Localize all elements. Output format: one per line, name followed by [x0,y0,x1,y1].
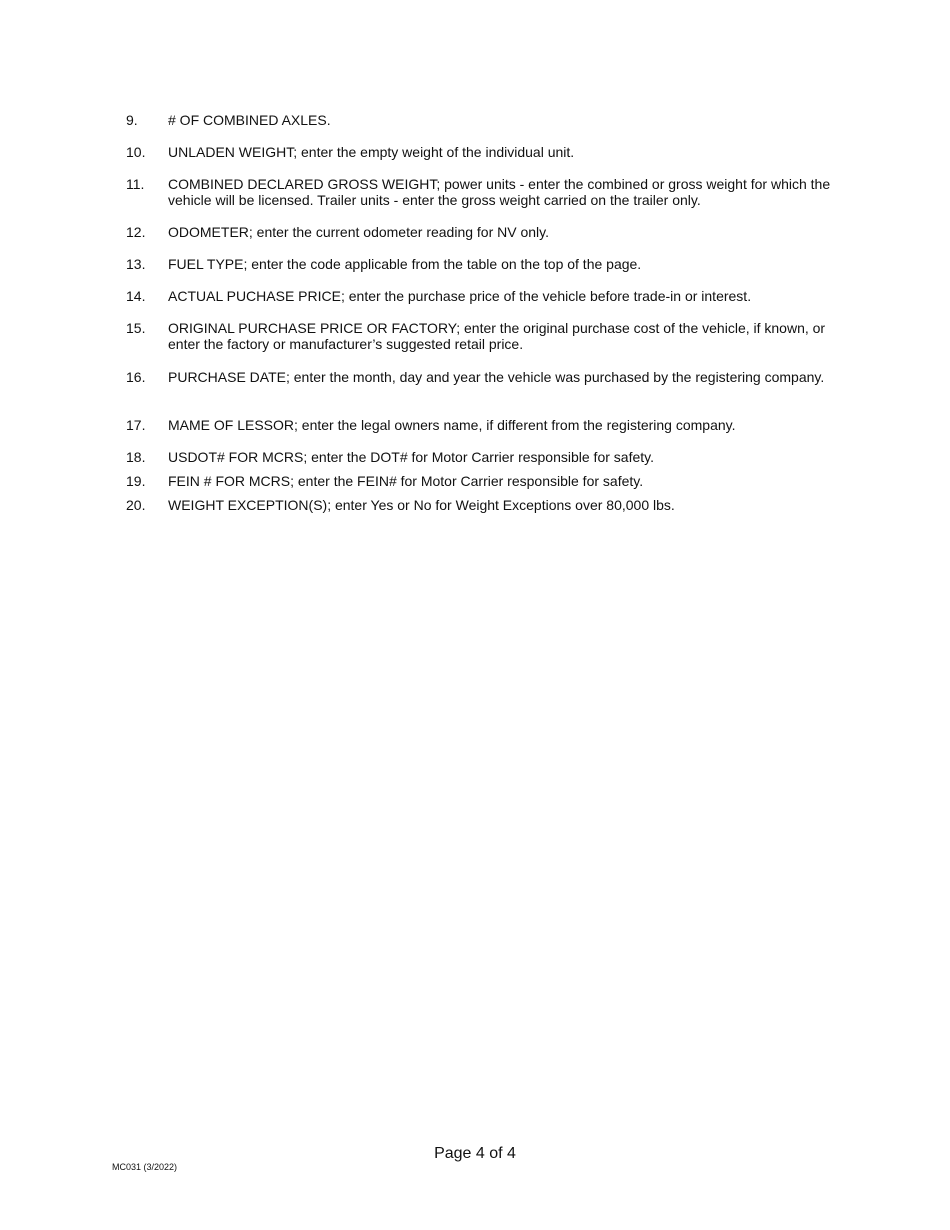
item-text-line: MAME OF LESSOR; enter the legal owners name, if different from the registering company. [168,417,736,433]
item-number: 17. [126,417,146,433]
item-text [168,176,848,208]
item-text-line: vehicle will be licensed. Trailer units - enter the gross weight carried on the trailer only. [168,192,701,208]
item-text [168,256,848,272]
item-number: 15. [126,320,146,336]
item-text-line: COMBINED DECLARED GROSS WEIGHT; power units - enter the combined or gross weight for which the [168,176,831,192]
item-text-line: ODOMETER; enter the current odometer reading for NV only. [168,224,550,240]
item-number: 13. [126,256,146,272]
item-number: 12. [126,224,146,240]
item-text-line: ORIGINAL PURCHASE PRICE OR FACTORY; enter the original purchase cost of the vehicle, if known, or [168,320,826,336]
form-code: MC031 (3/2022) [112,1162,178,1172]
item-number: 11. [126,176,145,192]
item-text-line: WEIGHT EXCEPTION(S); enter Yes or No for Weight Exceptions over 80,000 lbs. [168,497,675,513]
item-text-line: ACTUAL PUCHASE PRICE; enter the purchase price of the vehicle before trade-in or interest. [168,288,752,304]
item-text [168,497,848,513]
item-number: 14. [126,288,146,304]
item-number: 19. [126,473,146,489]
item-text-line: FUEL TYPE; enter the code applicable from the table on the top of the page. [168,256,642,272]
item-number: 10. [126,144,146,160]
item-text-line: # OF COMBINED AXLES. [168,112,331,128]
item-text-line: enter the factory or manufacturer’s suggested retail price. [168,336,524,352]
item-text [168,224,848,240]
item-text-line: USDOT# FOR MCRS; enter the DOT# for Motor Carrier responsible for safety. [168,449,654,465]
item-text [168,473,848,489]
item-text-line: FEIN # FOR MCRS; enter the FEIN# for Motor Carrier responsible for safety. [168,473,644,489]
item-text-line: UNLADEN WEIGHT; enter the empty weight of the individual unit. [168,144,575,160]
item-text [168,144,848,160]
item-number: 16. [126,369,146,385]
item-text [168,417,848,433]
item-text [168,369,848,385]
item-text [168,288,848,304]
item-text [168,449,848,465]
item-number: 20. [126,497,146,513]
item-text-line: PURCHASE DATE; enter the month, day and year the vehicle was purchased by the registering company. [168,369,825,385]
item-number: 18. [126,449,146,465]
item-text [168,320,848,352]
item-number: 9. [126,112,138,128]
page-number: Page 4 of 4 [434,1145,516,1162]
item-text [168,112,848,128]
